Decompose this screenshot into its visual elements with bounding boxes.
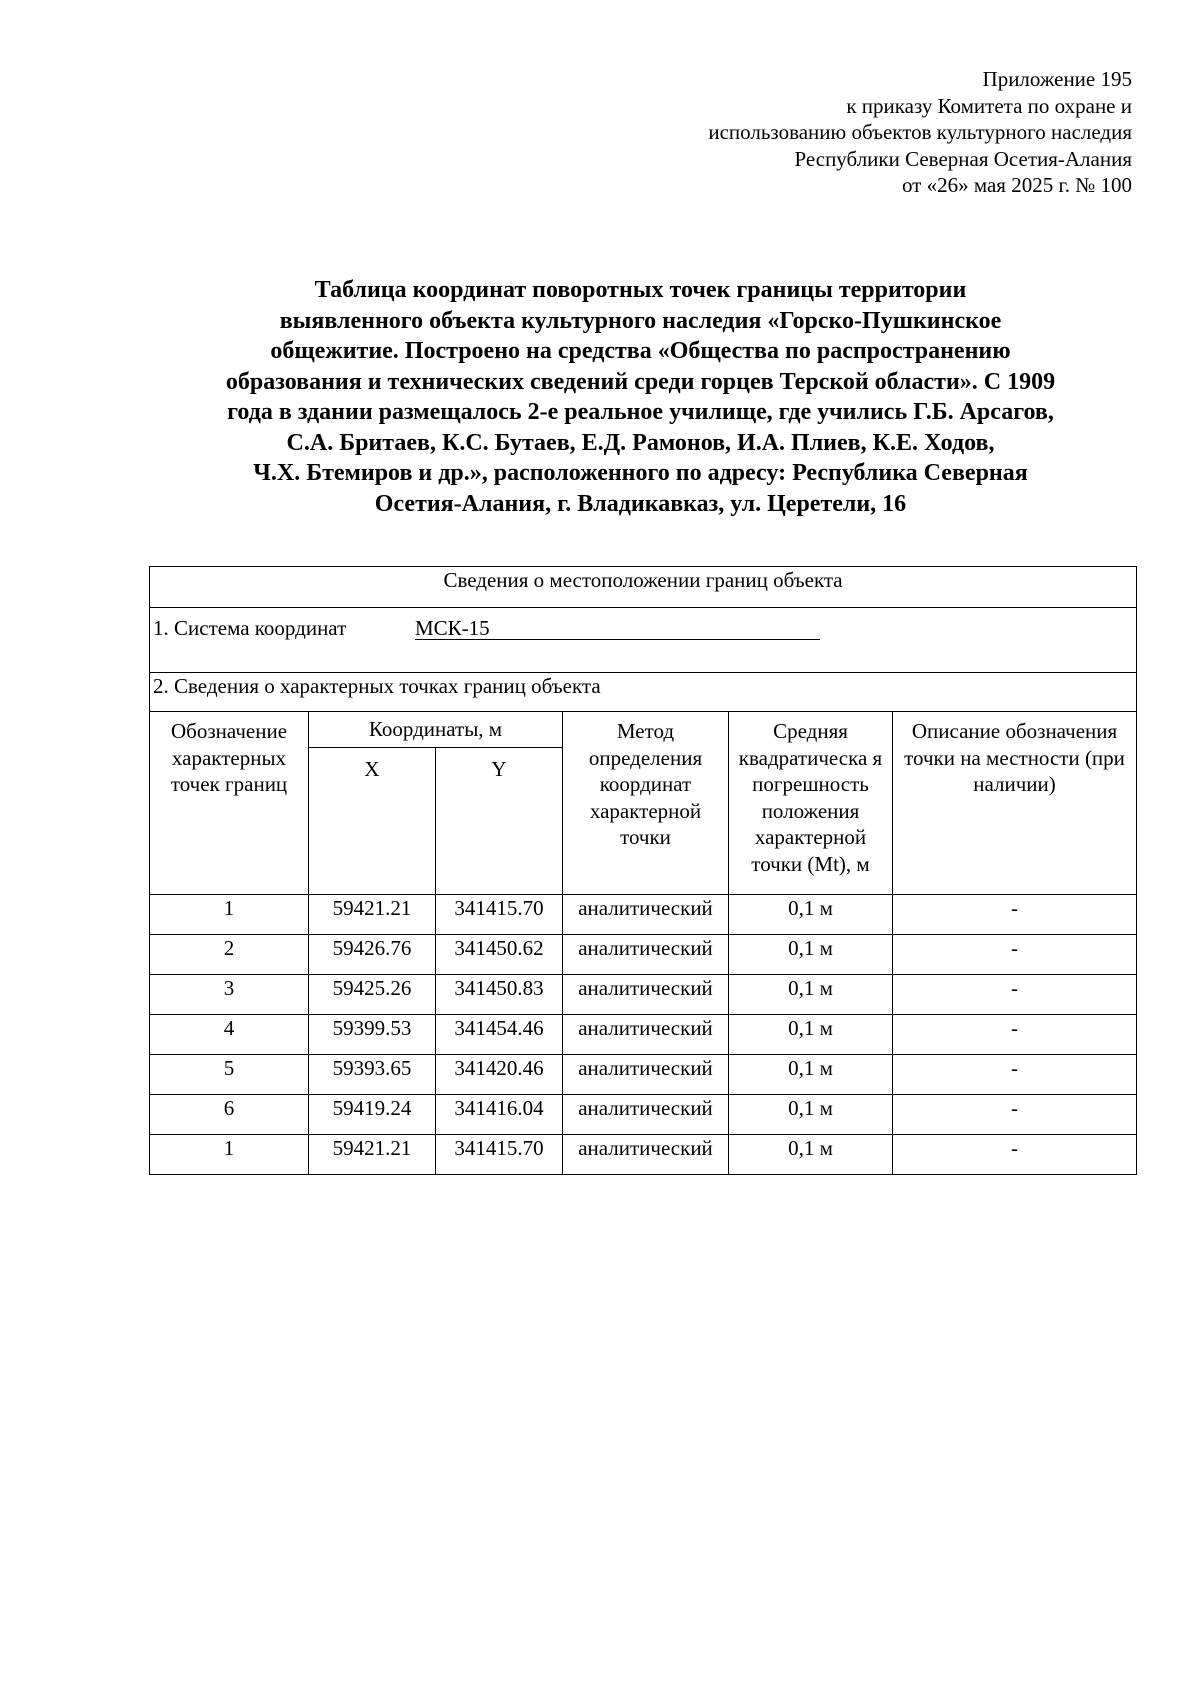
col-header-y: Y bbox=[436, 748, 563, 895]
title-line: образования и технических сведений среди горцев Терской области». С 1909 bbox=[225, 368, 1056, 395]
error-value: 0,1 м bbox=[729, 1015, 893, 1055]
col-header-designation: Обозначение характерных точек границ bbox=[150, 712, 309, 895]
error-value: 0,1 м bbox=[729, 1055, 893, 1095]
description-value: - bbox=[893, 895, 1137, 935]
description-value: - bbox=[893, 1135, 1137, 1175]
title-line: С.А. Бритаев, К.С. Бутаев, Е.Д. Рамонов, И.А. Плиев, К.Е. Ходов, bbox=[286, 429, 995, 456]
table-row bbox=[150, 1055, 1137, 1095]
method-value: аналитический bbox=[563, 1055, 729, 1095]
title-line: Осетия-Алания, г. Владикавказ, ул. Церетели, 16 bbox=[374, 490, 907, 517]
points-header: 2. Сведения о характерных точках границ объекта bbox=[150, 673, 1137, 712]
description-value: - bbox=[893, 1015, 1137, 1055]
y-coordinate: 341420.46 bbox=[436, 1055, 563, 1095]
title-line: выявленного объекта культурного наследия «Горско-Пушкинское bbox=[279, 307, 1002, 334]
x-coordinate: 59419.24 bbox=[309, 1095, 436, 1135]
appendix-line: к приказу Комитета по охране и bbox=[846, 93, 1132, 118]
point-number: 2 bbox=[150, 935, 309, 975]
document-title bbox=[143, 275, 1138, 519]
y-coordinate: 341416.04 bbox=[436, 1095, 563, 1135]
x-coordinate: 59399.53 bbox=[309, 1015, 436, 1055]
title-line: Таблица координат поворотных точек границы территории bbox=[314, 277, 967, 303]
col-header-x: X bbox=[309, 748, 436, 895]
x-coordinate: 59393.65 bbox=[309, 1055, 436, 1095]
x-coordinate: 59421.21 bbox=[309, 895, 436, 935]
y-coordinate: 341450.62 bbox=[436, 935, 563, 975]
coord-system-cell bbox=[150, 608, 1137, 673]
table-row bbox=[150, 935, 1137, 975]
error-value: 0,1 м bbox=[729, 935, 893, 975]
point-number: 3 bbox=[150, 975, 309, 1015]
table-row bbox=[150, 895, 1137, 935]
section-header: Сведения о местоположении границ объекта bbox=[150, 567, 1137, 608]
table-row bbox=[150, 1095, 1137, 1135]
point-number: 4 bbox=[150, 1015, 309, 1055]
table-row bbox=[150, 975, 1137, 1015]
table-row bbox=[150, 1135, 1137, 1175]
point-number: 1 bbox=[150, 1135, 309, 1175]
coordinates-table bbox=[149, 566, 1137, 1175]
y-coordinate: 341415.70 bbox=[436, 895, 563, 935]
error-value: 0,1 м bbox=[729, 1135, 893, 1175]
title-line: общежитие. Построено на средства «Общества по распространению bbox=[270, 338, 1011, 364]
x-coordinate: 59425.26 bbox=[309, 975, 436, 1015]
error-value: 0,1 м bbox=[729, 895, 893, 935]
method-value: аналитический bbox=[563, 1095, 729, 1135]
point-number: 5 bbox=[150, 1055, 309, 1095]
y-coordinate: 341415.70 bbox=[436, 1135, 563, 1175]
appendix-block bbox=[532, 66, 1132, 199]
x-coordinate: 59421.21 bbox=[309, 1135, 436, 1175]
col-header-coordinates: Координаты, м bbox=[309, 712, 563, 748]
col-header-description: Описание обозначения точки на местности (при наличии) bbox=[893, 712, 1137, 895]
y-coordinate: 341450.83 bbox=[436, 975, 563, 1015]
title-line: года в здании размещалось 2-е реальное училище, где учились Г.Б. Арсагов, bbox=[227, 399, 1054, 425]
appendix-line: использованию объектов культурного наследия bbox=[708, 120, 1132, 144]
description-value: - bbox=[893, 1055, 1137, 1095]
table-row bbox=[150, 1015, 1137, 1055]
method-value: аналитический bbox=[563, 1015, 729, 1055]
error-value: 0,1 м bbox=[729, 1095, 893, 1135]
description-value: - bbox=[893, 935, 1137, 975]
method-value: аналитический bbox=[563, 895, 729, 935]
appendix-line: от «26» мая 2025 г. № 100 bbox=[901, 173, 1132, 197]
method-value: аналитический bbox=[563, 1135, 729, 1175]
y-coordinate: 341454.46 bbox=[436, 1015, 563, 1055]
coord-system-value: МСК-15 bbox=[415, 617, 820, 640]
method-value: аналитический bbox=[563, 935, 729, 975]
title-line: Ч.Х. Бтемиров и др.», расположенного по адресу: Республика Северная bbox=[253, 460, 1028, 486]
coord-system-label: 1. Система координат bbox=[153, 616, 347, 640]
x-coordinate: 59426.76 bbox=[309, 935, 436, 975]
point-number: 6 bbox=[150, 1095, 309, 1135]
point-number: 1 bbox=[150, 895, 309, 935]
description-value: - bbox=[893, 1095, 1137, 1135]
col-header-error: Средняя квадратическа я погрешность положения характерной точки (Mt), м bbox=[729, 712, 893, 895]
method-value: аналитический bbox=[563, 975, 729, 1015]
appendix-line: Республики Северная Осетия-Алания bbox=[794, 146, 1132, 171]
appendix-line: Приложение 195 bbox=[982, 67, 1132, 91]
col-header-method: Метод определения координат характерной точки bbox=[563, 712, 729, 895]
description-value: - bbox=[893, 975, 1137, 1015]
error-value: 0,1 м bbox=[729, 975, 893, 1015]
